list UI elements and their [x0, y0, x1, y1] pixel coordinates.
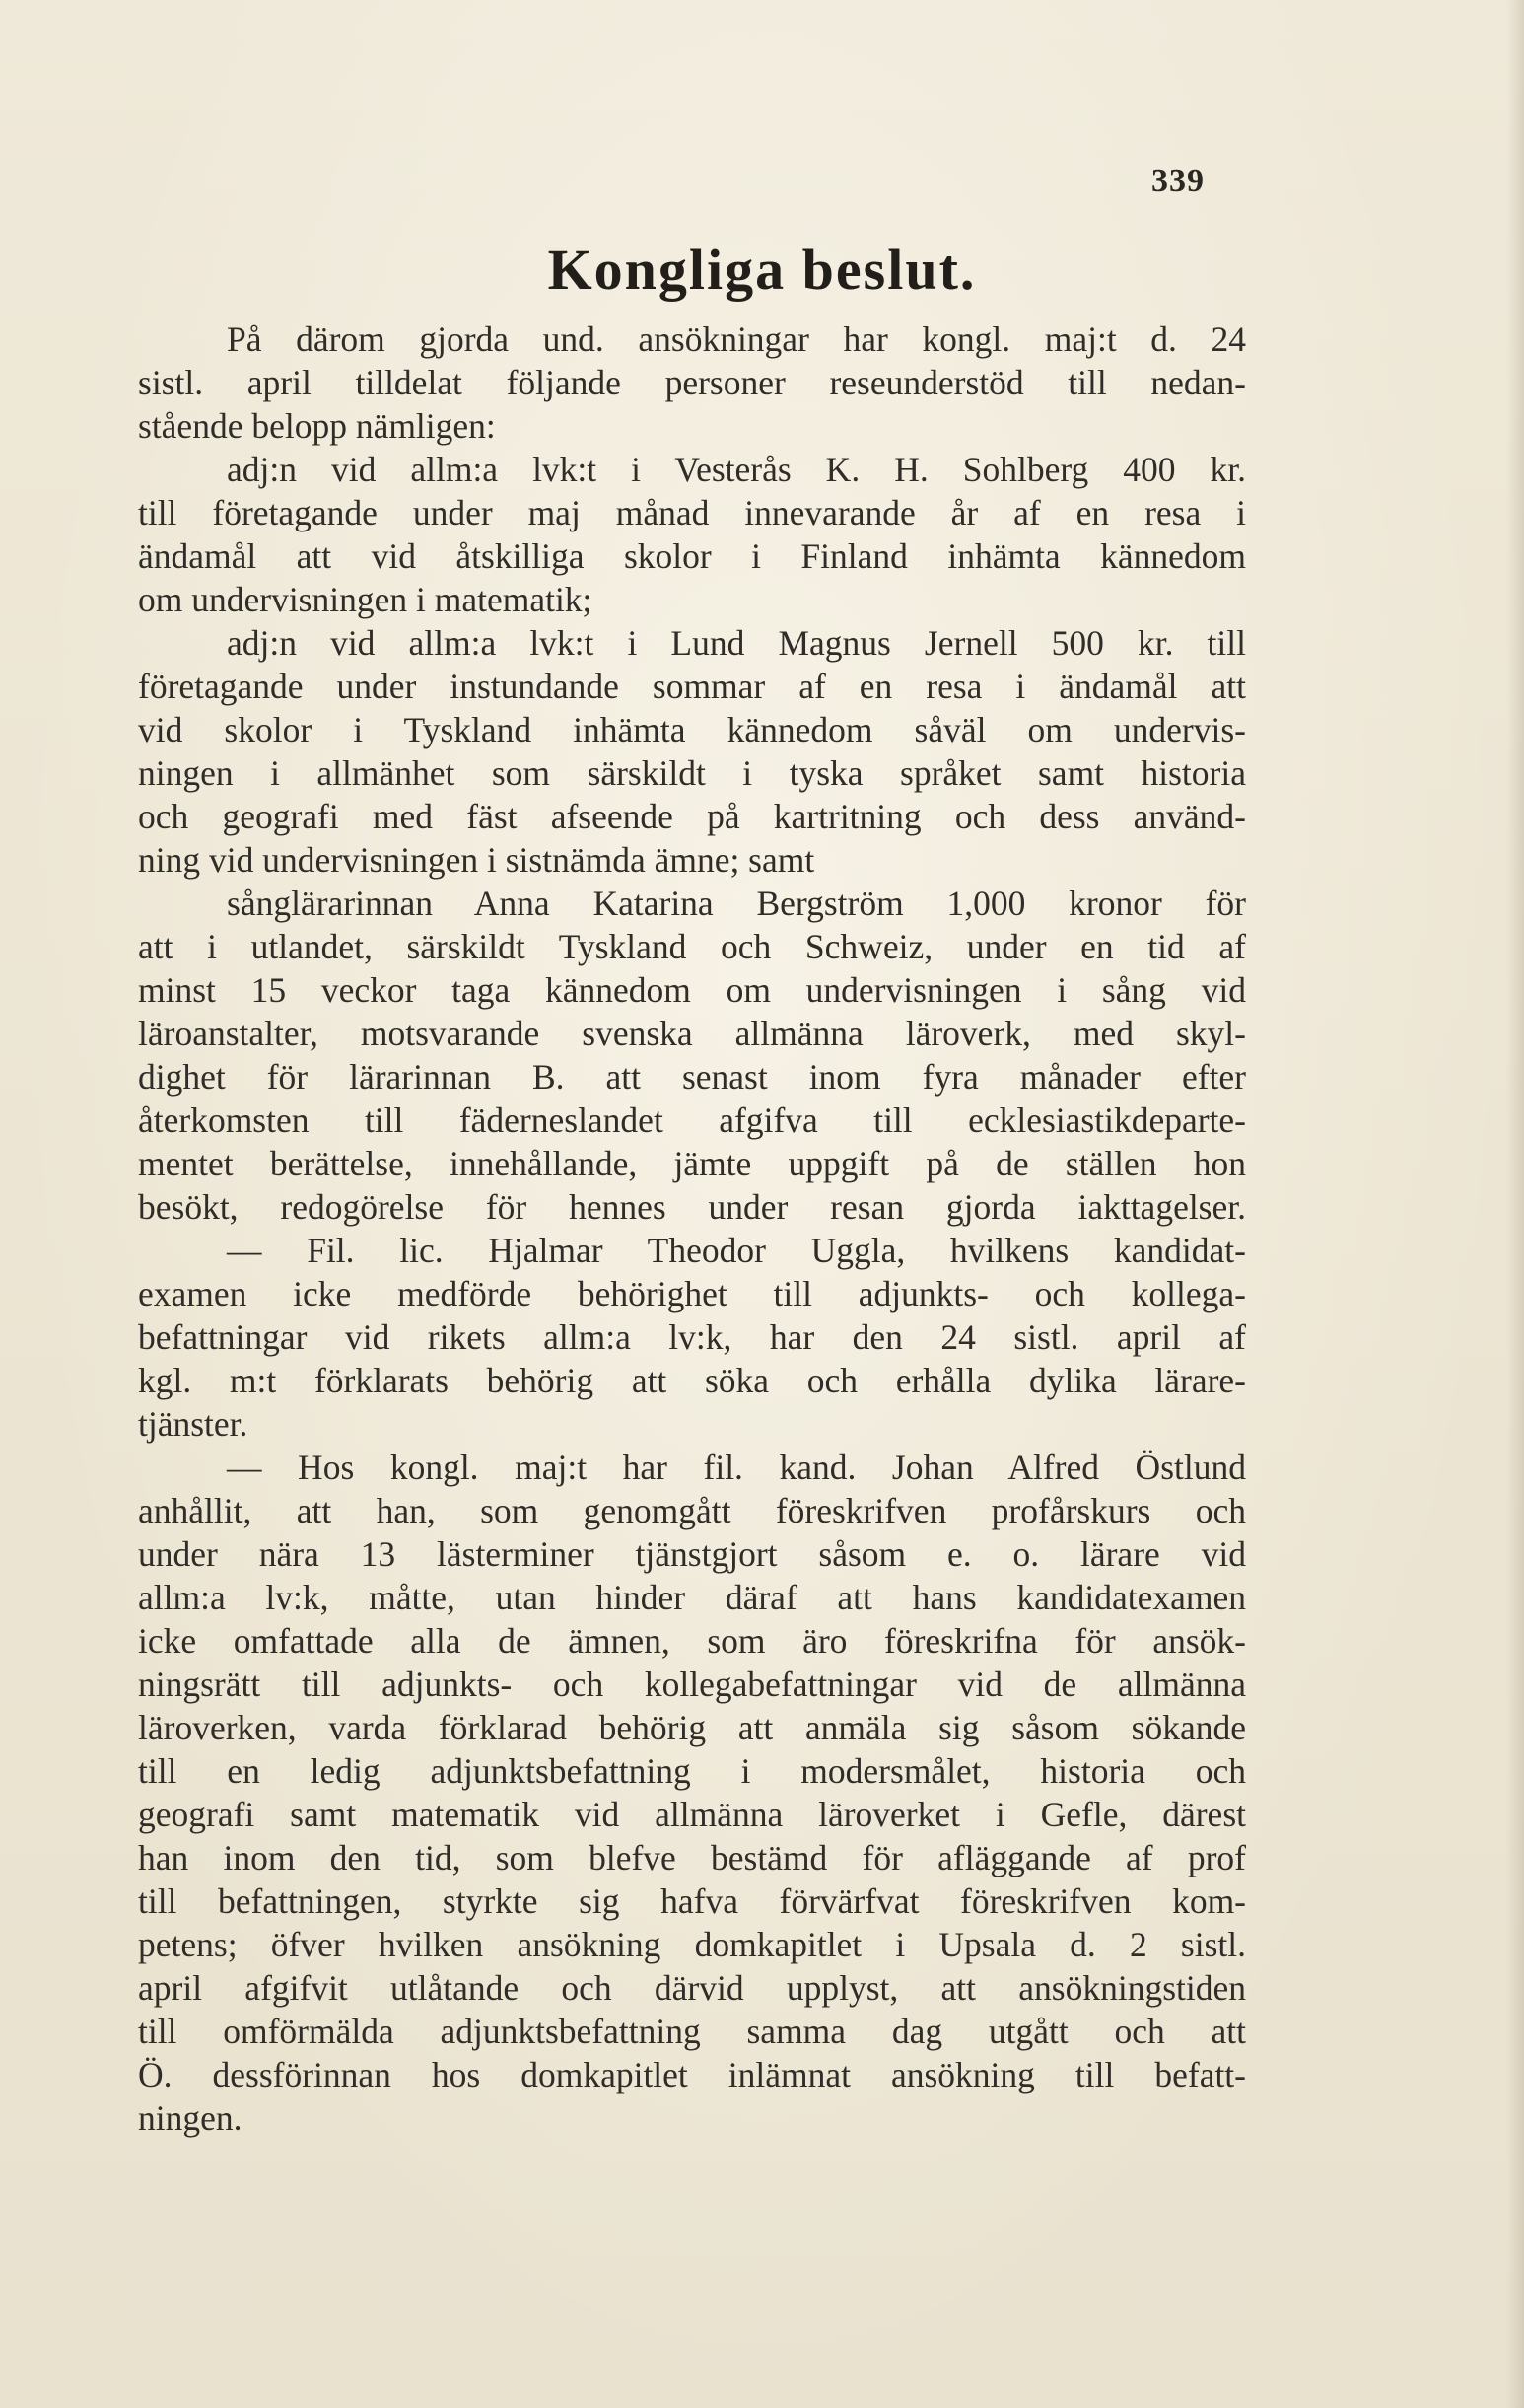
text-line: befattningar vid rikets allm:a lv:k, har den 24 sistl. april af — [138, 1317, 1246, 1357]
text-line: företagande under instundande sommar af en resa i ändamål att — [138, 667, 1246, 706]
body-text — [138, 318, 1246, 2140]
text-line: till befattningen, styrkte sig hafva förvärfvat föreskrifven kom- — [138, 1881, 1246, 1921]
text-line: Ö. dessförinnan hos domkapitlet inlämnat ansökning till befatt- — [138, 2055, 1246, 2094]
text-line: till företagande under maj månad innevarande år af en resa i — [138, 493, 1246, 532]
text-line: — Hos kongl. maj:t har fil. kand. Johan Alfred Östlund — [227, 1448, 1246, 1487]
text-line: ning vid undervisningen i sistnämda ämne; samt — [138, 840, 815, 880]
page-edge-shadow — [1506, 0, 1524, 2408]
text-line: läroanstalter, motsvarande svenska allmänna läroverk, med skyl- — [138, 1014, 1246, 1053]
text-line: att i utlandet, särskildt Tyskland och Schweiz, under en tid af — [138, 927, 1246, 966]
text-line: besökt, redogörelse för hennes under resan gjorda iakttagelser. — [138, 1187, 1246, 1227]
text-line: om undervisningen i matematik; — [138, 580, 592, 619]
text-line: till omförmälda adjunktsbefattning samma dag utgått och att — [138, 2012, 1246, 2051]
text-line: adj:n vid allm:a lvk:t i Lund Magnus Jernell 500 kr. till — [227, 623, 1246, 663]
text-line: kgl. m:t förklarats behörig att söka och erhålla dylika lärare- — [138, 1361, 1246, 1400]
text-line: april afgifvit utlåtande och därvid upplyst, att ansökningstiden — [138, 1968, 1246, 2008]
text-line: tjänster. — [138, 1404, 248, 1444]
text-line: läroverken, varda förklarad behörig att anmäla sig såsom sökande — [138, 1708, 1246, 1747]
text-line: ningen. — [138, 2098, 242, 2138]
text-line: sånglärarinnan Anna Katarina Bergström 1,000 kronor för — [227, 884, 1246, 923]
text-line: återkomsten till fäderneslandet afgifva till ecklesiastikdeparte- — [138, 1100, 1246, 1140]
text-line: ändamål att vid åtskilliga skolor i Finland inhämta kännedom — [138, 536, 1246, 576]
page-number: 339 — [1151, 163, 1205, 199]
text-line: minst 15 veckor taga kännedom om undervisningen i sång vid — [138, 970, 1246, 1010]
text-line: och geografi med fäst afseende på kartritning och dess använd- — [138, 797, 1246, 836]
text-line: stående belopp nämligen: — [138, 406, 496, 446]
text-line: icke omfattade alla de ämnen, som äro föreskrifna för ansök- — [138, 1621, 1246, 1661]
text-line: sistl. april tilldelat följande personer reseunderstöd till nedan- — [138, 363, 1246, 402]
text-line: petens; öfver hvilken ansökning domkapitlet i Upsala d. 2 sistl. — [138, 1925, 1246, 1964]
text-line: under nära 13 lästerminer tjänstgjort såsom e. o. lärare vid — [138, 1534, 1246, 1574]
text-line: geografi samt matematik vid allmänna läroverket i Gefle, därest — [138, 1795, 1246, 1834]
text-line: dighet för lärarinnan B. att senast inom fyra månader efter — [138, 1057, 1246, 1097]
text-line: adj:n vid allm:a lvk:t i Vesterås K. H. Sohlberg 400 kr. — [227, 450, 1246, 489]
text-line: ningen i allmänhet som särskildt i tyska språket samt historia — [138, 753, 1246, 793]
text-line: till en ledig adjunktsbefattning i modersmålet, historia och — [138, 1751, 1246, 1791]
page-title: Kongliga beslut. — [547, 238, 977, 302]
text-line: vid skolor i Tyskland inhämta kännedom såväl om undervis- — [138, 710, 1246, 749]
text-line: allm:a lv:k, måtte, utan hinder däraf att hans kandidatexamen — [138, 1578, 1246, 1617]
text-line: — Fil. lic. Hjalmar Theodor Uggla, hvilkens kandidat- — [227, 1231, 1246, 1270]
text-line: examen icke medförde behörighet till adjunkts- och kollega- — [138, 1274, 1246, 1313]
text-line: anhållit, att han, som genomgått föreskrifven profårskurs och — [138, 1491, 1246, 1530]
text-line: mentet berättelse, innehållande, jämte uppgift på de ställen hon — [138, 1144, 1246, 1183]
text-line: ningsrätt till adjunkts- och kollegabefattningar vid de allmänna — [138, 1664, 1246, 1704]
text-line: På därom gjorda und. ansökningar har kongl. maj:t d. 24 — [227, 319, 1246, 359]
text-line: han inom den tid, som blefve bestämd för afläggande af prof — [138, 1838, 1246, 1877]
